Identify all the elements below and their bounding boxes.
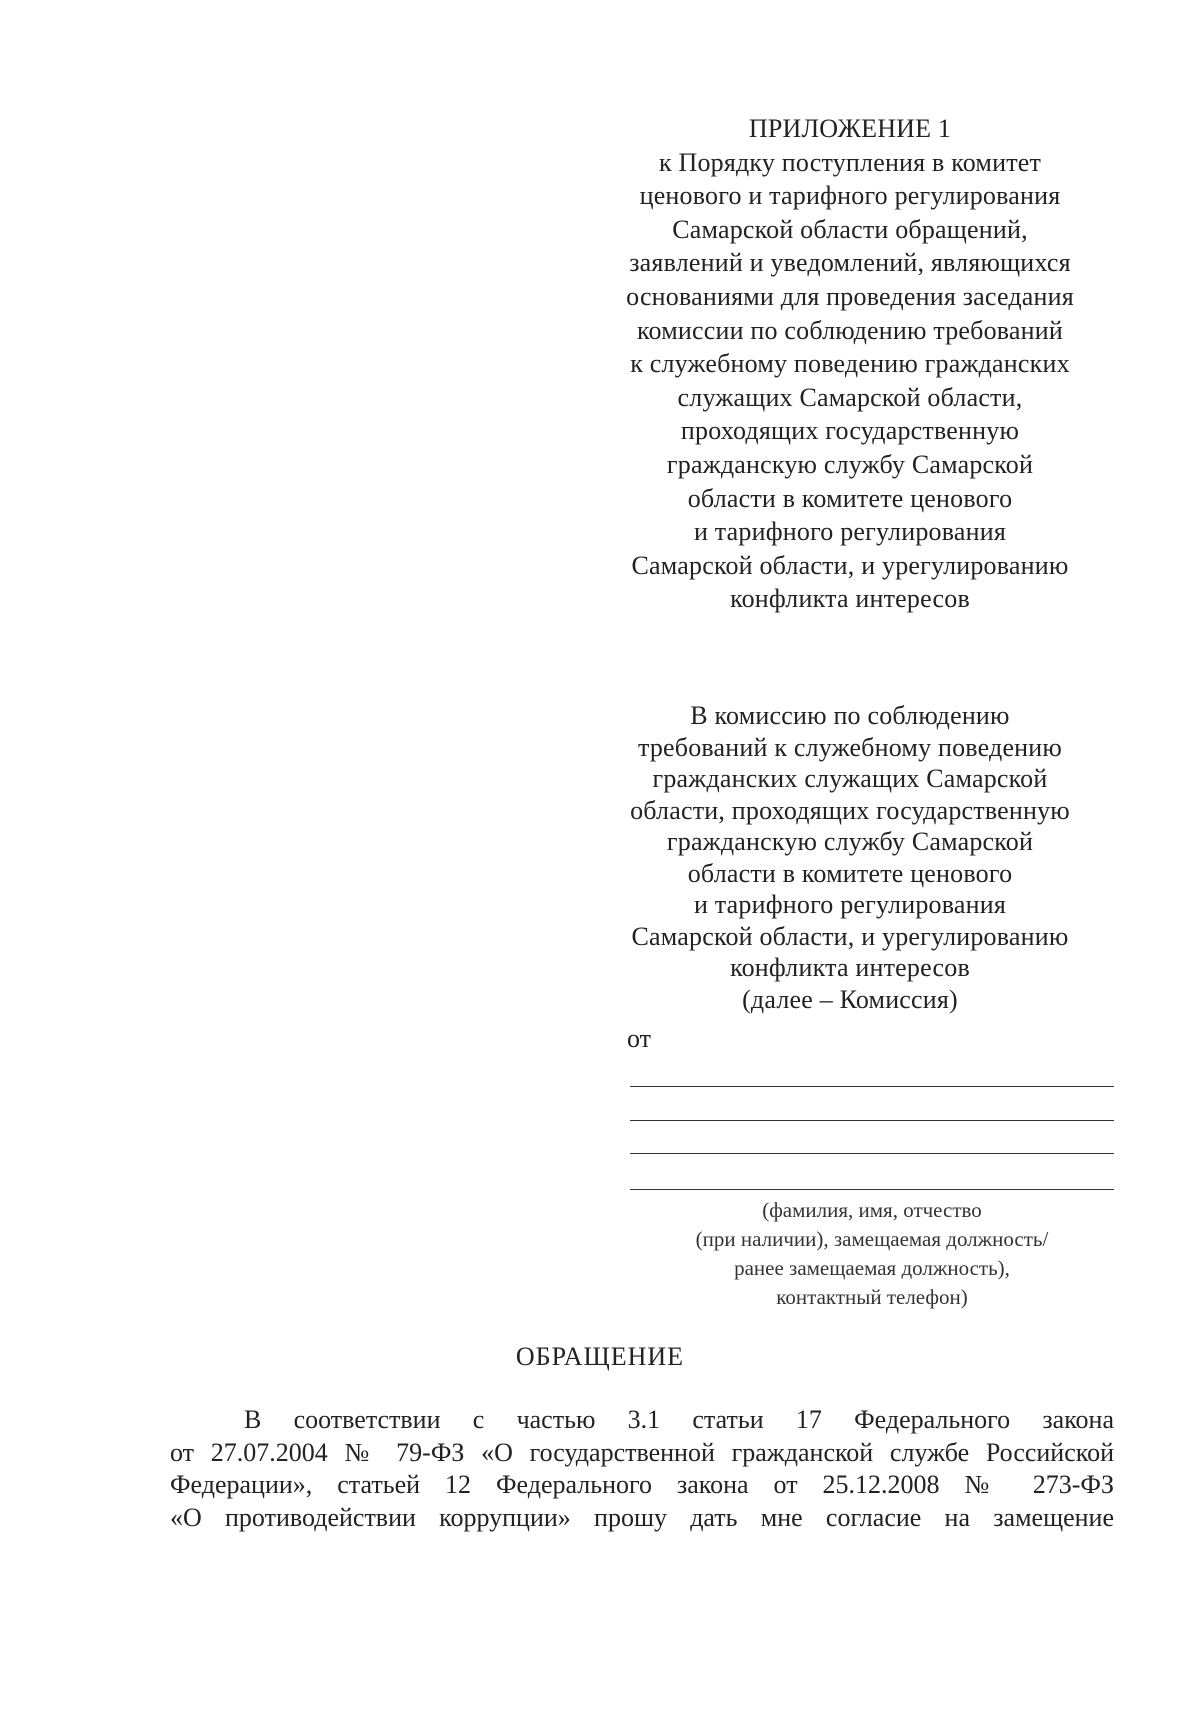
body-line: от 27.07.2004 № 79-ФЗ «О государственной гражданской службе Российской bbox=[170, 1437, 1114, 1467]
addressee-line: гражданских служащих Самарской bbox=[652, 764, 1048, 793]
document-title: ОБРАЩЕНИЕ bbox=[515, 1342, 685, 1371]
appendix-line: Самарской области, и урегулированию bbox=[631, 550, 1069, 580]
addressee-line: В комиссию по соблюдению bbox=[690, 701, 1010, 730]
caption-line: ранее замещаемая должность), bbox=[734, 1256, 1010, 1280]
addressee-line: Самарской области, и урегулированию bbox=[631, 921, 1069, 951]
applicant-fill-line bbox=[630, 1153, 1114, 1154]
appendix-line: заявлений и уведомлений, являющихся bbox=[629, 248, 1071, 278]
appendix-title: ПРИЛОЖЕНИЕ 1 bbox=[748, 114, 952, 143]
caption-line: контактный телефон) bbox=[776, 1285, 968, 1309]
body-line: «О противодействии коррупции» прошу дать мне согласие на замещение bbox=[170, 1502, 1114, 1532]
addressee-line: области, проходящих государственную bbox=[630, 795, 1070, 825]
appendix-line: проходящих государственную bbox=[680, 416, 1020, 446]
appendix-line: и тарифного регулирования bbox=[693, 517, 1007, 547]
addressee-line: гражданскую службу Самарской bbox=[666, 827, 1034, 856]
addressee-line: области в комитете ценового bbox=[687, 858, 1013, 888]
appendix-header bbox=[620, 112, 1080, 616]
addressee-block bbox=[620, 700, 1080, 1015]
body-line: Федерации», статьей 12 Федерального закона от 25.12.2008 № 273-ФЗ bbox=[170, 1470, 1114, 1499]
applicant-fill-line bbox=[630, 1086, 1114, 1087]
addressee-line: конфликта интересов bbox=[730, 953, 970, 982]
body-line: В соответствии с частью 3.1 статьи 17 Федерального закона bbox=[244, 1405, 1114, 1434]
addressee-line: требований к служебному поведению bbox=[637, 732, 1063, 762]
appendix-line: к служебному поведению гражданских bbox=[630, 349, 1070, 379]
applicant-fields-caption bbox=[630, 1196, 1114, 1312]
appendix-line: гражданскую службу Самарской bbox=[666, 449, 1034, 479]
appendix-line: ценового и тарифного регулирования bbox=[639, 181, 1061, 211]
addressee-line: и тарифного регулирования bbox=[693, 890, 1007, 919]
appendix-line: Самарской области обращений, bbox=[672, 214, 1028, 244]
appendix-line: к Порядку поступления в комитет bbox=[658, 147, 1042, 177]
addressee-line: (далее – Комиссия) bbox=[742, 984, 958, 1014]
caption-line: (при наличии), замещаемая должность/ bbox=[695, 1227, 1049, 1251]
caption-line: (фамилия, имя, отчество bbox=[762, 1198, 982, 1222]
applicant-fill-line bbox=[630, 1120, 1114, 1121]
from-label: от bbox=[627, 1024, 652, 1053]
appendix-line: комиссии по соблюдению требований bbox=[637, 315, 1063, 345]
appendix-line: служащих Самарской области, bbox=[677, 382, 1023, 412]
appendix-line: основаниями для проведения заседания bbox=[626, 281, 1074, 311]
applicant-fill-line bbox=[630, 1189, 1114, 1190]
appendix-line: области в комитете ценового bbox=[687, 483, 1013, 513]
body-paragraph bbox=[170, 1404, 1114, 1534]
appendix-line: конфликта интересов bbox=[730, 584, 970, 614]
